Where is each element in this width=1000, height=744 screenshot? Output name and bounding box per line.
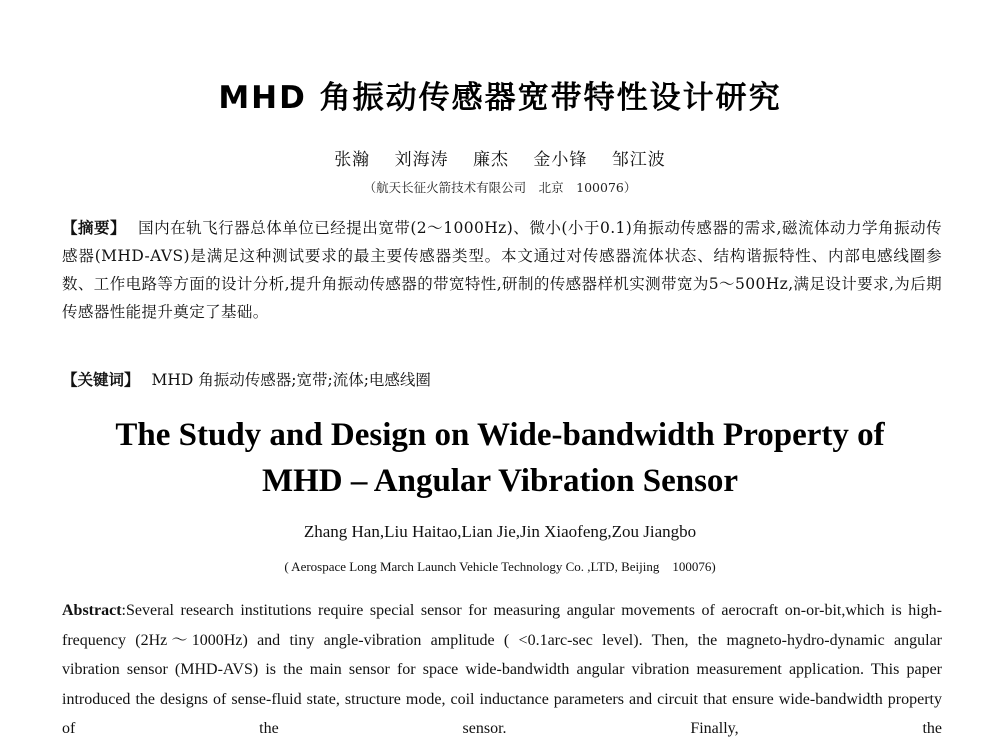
chinese-authors (0, 145, 1000, 170)
author-name: 张瀚 (334, 150, 371, 170)
english-title-line: MHD – Angular Vibration Sensor (261, 463, 739, 499)
author-name: 邹江波 (611, 150, 666, 170)
english-affiliation: ( Aerospace Long March Launch Vehicle Technology Co. ,LTD, Beijing 100076) (284, 559, 716, 574)
chinese-abstract (62, 214, 942, 326)
english-title-line: The Study and Design on Wide-bandwidth Property of (115, 417, 885, 453)
author-name: 金小锋 (533, 150, 588, 170)
english-abstract (62, 596, 942, 744)
chinese-title: MHD 角振动传感器宽带特性设计研究 (218, 80, 782, 116)
abstract-text: 国内在轨飞行器总体单位已经提出宽带(2～1000Hz)、微小(小于0.1)角振动传感器的需求,磁流体动力学角振动传感器(MHD-AVS)是满足这种测试要求的最主要传感器类型。本文通过对传感器流体状态、结构谐振特性、内部电感线圈参数、工作电路等方面的设计分析,提升角振动传感器的带宽特性,研制的传感器样机实测带宽为5～500Hz,满足设计要求,为后期传感器性能提升奠定了基础。 (62, 219, 942, 321)
author-name: 刘海涛 (394, 150, 449, 170)
abstract-label: 【摘要】 (62, 219, 127, 237)
english-title (40, 412, 960, 504)
english-authors: Zhang Han,Liu Haitao,Lian Jie,Jin Xiaofeng,Zou Jiangbo (303, 522, 697, 541)
abstract-label: Abstract (62, 602, 122, 619)
abstract-text: :Several research institutions require special sensor for measuring angular movements of aerocraft on-or-bit,which is high-frequency (2Hz～1000Hz) and tiny angle-vibration amplitude ( <0.1arc-sec level). Then, the magneto-hydro-dynamic angular vibration sensor (MHD-AVS) is the main sensor for space wide-bandwidth angular vibration measurement application. This paper introduced the designs of sense-fluid state, structure mode, coil inductance parameters and circuit that ensure wide-bandwidth property of the sensor. Finally, the (62, 602, 942, 737)
keywords-text: MHD 角振动传感器;宽带;流体;电感线圈 (151, 371, 431, 389)
chinese-keywords (62, 368, 942, 392)
keywords-label: 【关键词】 (62, 371, 140, 389)
chinese-affiliation: （航天长征火箭技术有限公司 北京 100076） (363, 180, 637, 195)
author-name: 廉杰 (473, 150, 509, 170)
